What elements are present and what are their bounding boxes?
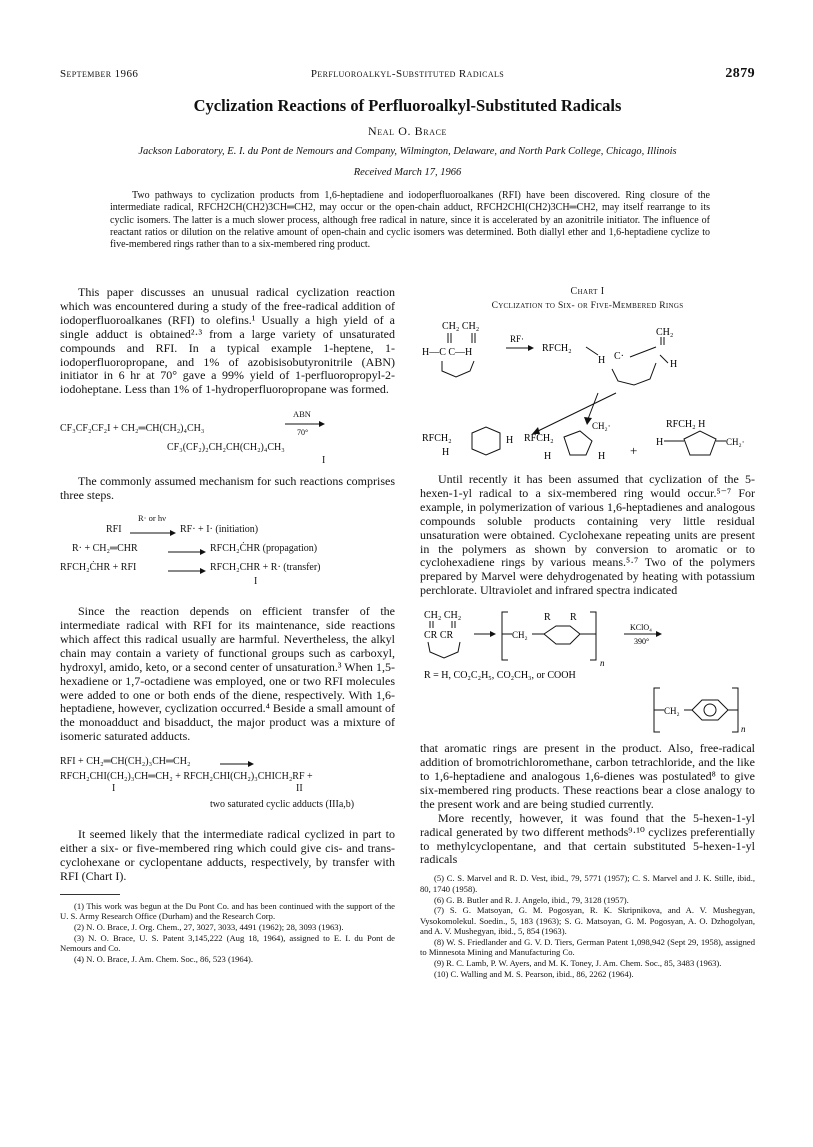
chart-subtitle: Cyclization to Six- or Five-Membered Rings	[491, 301, 684, 311]
footnote: (4) N. O. Brace, J. Am. Chem. Soc., 86, 523 (1964).	[74, 953, 254, 964]
chart-rf-arrow-label: RF·	[510, 334, 525, 344]
chart-plus: +	[630, 443, 638, 458]
product-label-I: I	[112, 783, 116, 795]
mechanism-intro: The commonly assumed mechanism for such reactions comprises three steps.	[60, 474, 395, 503]
article-author: Neal O. Brace	[367, 124, 448, 138]
footnote: (6) G. B. Butler and R. J. Angelo, ibid., 79, 3128 (1957).	[434, 894, 629, 905]
chart-ch2ch2-label: CH₂ CH₂	[442, 321, 480, 332]
poly-r1: R	[544, 612, 551, 624]
footnote: (7) S. G. Matsoyan, G. M. Pogosyan, R. K. Skripnikova, and A. V. Mushegyan, Vysokomolekul. Soedin., 5, 183 (1963); S. G. Matsoyan, G. M. Pogosyan, A. O. Dzhogolyan, and A. V. Mushegyan, ibid., 5, 854 (1963).	[420, 905, 755, 937]
right-column	[420, 286, 755, 979]
recent-findings-paragraph: More recently, however, it was found that the 5-hexen-1-yl radical generated by two different methods⁹·¹⁰ cyclizes preferentially to methylcyclopentane, and that certain substituted 5-hexen-1-yl radicals	[420, 810, 755, 867]
poly-aromatic-ch2: CH₂	[664, 706, 680, 717]
footnote-rule	[60, 894, 120, 895]
article-title: Cyclization Reactions of Perfluoroalkyl-Substituted Radicals	[193, 96, 622, 115]
intermediate-radical	[542, 327, 677, 385]
cyclization-hypothesis-paragraph: It seemed likely that the intermediate radical cyclized in part to either a six- or five-membered ring which could give cis- and trans-cyclohexane or cyclopentane adducts, respectively, by transfer with RFI (Chart I).	[60, 827, 395, 883]
cyclic-adducts-label: two saturated cyclic adducts (IIIa,b)	[210, 799, 355, 811]
cyclopentane-product-2	[656, 419, 745, 455]
poly-r-definition: R = H, CO₂C₂H₅, CO₂CH₃, or COOH	[424, 670, 576, 682]
transfer-rhs: RFCH₂CHR + R· (transfer)	[210, 562, 321, 574]
right-footnotes	[420, 873, 755, 979]
reaction-arrow-icon	[130, 528, 176, 538]
left-footnotes	[60, 901, 395, 965]
footnote: (2) N. O. Brace, J. Org. Chem., 27, 3027, 3033, 4491 (1962); 28, 3093 (1963).	[74, 921, 344, 932]
propagation-lhs: R· + CH₂═CHR	[72, 543, 138, 555]
equation-lhs: CF₃CF₂CF₂I + CH₂═CH(CH₂)₄CH₃	[60, 423, 205, 435]
transfer-iodine-sub: I	[254, 576, 258, 588]
footnote: (3) N. O. Brace, U. S. Patent 3,145,222 (Aug 18, 1964), assigned to E. I. du Pont de Nemours and Co.	[60, 932, 395, 954]
footnote: (9) R. C. Lamb, P. W. Ayers, and M. K. Toney, J. Am. Chem. Soc., 85, 3483 (1963).	[434, 958, 722, 969]
reaction-arrow-icon	[168, 547, 206, 557]
poly-r2: R	[570, 612, 577, 624]
equation-rhs: CF₃(CF₂)₂CH₂CH(CH₂)₄CH₃	[167, 442, 285, 454]
dehydrogenation-step	[624, 623, 662, 646]
poly-crcr: CR CR	[424, 630, 454, 642]
heptadiene-lhs: RFI + CH₂═CH(CH₂)₃CH═CH₂	[60, 756, 191, 768]
equation-heptadiene	[60, 756, 395, 816]
chart-cp2-ch2dot: CH₂·	[726, 437, 745, 447]
author-affiliation: Jackson Laboratory, E. I. du Pont de Nemours and Company, Wilmington, Delaware, and North Park College, Chicago, Illinois	[138, 146, 677, 157]
aromatic-paragraph: that aromatic rings are present in the product. Also, free-radical addition of bromotrichloromethane, carbon tetrachloride, and the like to 1,6-heptadiene and analogous 1,6-dienes was postulated⁸ to give six-membered ring products. These reactions bear a close analogy to the present work and are being studied currently.	[420, 741, 755, 811]
transfer-lhs: RFCH₂ĊHR + RFI	[60, 562, 137, 574]
chart-h-label: H	[670, 359, 678, 370]
equation-temperature: 70°	[297, 428, 309, 438]
chart-product-h: H	[442, 447, 450, 458]
polymer-scheme	[420, 604, 755, 734]
equation-abn-addition	[60, 409, 395, 467]
initiation-lhs: RFI	[106, 524, 122, 536]
history-paragraph: Until recently it has been assumed that cyclization of the 5-hexen-1-yl radical to a six-membered ring would occur.⁵⁻⁷ For example, in polymerization of various 1,6-heptadienes and analogous compounds soluble products containing very little residual unsaturation were obtained. Cyclohexane repeating units are present in the polymers as shown by conversion to aromatic or to cyclohexadiene rings by various means.⁵·⁷ Two of the polymers prepared by Marvel were dehydrogenated by heating with potassium perchlorate. Ultraviolet and infrared spectra indicated	[420, 472, 755, 598]
poly-ch2: CH₂	[512, 630, 528, 641]
chart-cp-h: H	[544, 451, 552, 462]
abstract: Two pathways to cyclization products from 1,6-heptadiene and iodoperfluoroalkanes (RFI) have been discovered. Ring closure of the intermediate radical, RFCH2CH(CH2)3CH═CH2, may occur or the open-chain adduct, RFCH2CHI(CH2)3CH═CH2, may itself rearrange to its cyclic isomers. The latter is a much slower process, although free radical in nature, since it is accelerated by an azonitrile initiator. The influence of reactant ratios or dilution on the relative amount of open-chain and cyclic isomers was determined. Both diallyl ether and 1,6-heptadiene cyclize to five-membered rings rather than to a six-membered ring product.	[110, 190, 710, 251]
chart-product-h2: H	[506, 435, 514, 446]
polymer-repeat-unit	[502, 612, 605, 668]
reaction-arrow-icon	[220, 759, 254, 769]
poly-n: n	[600, 658, 605, 669]
page-number: 2879	[725, 66, 755, 81]
polymer-monomer	[424, 610, 461, 658]
poly-temp: 390°	[634, 637, 650, 647]
running-head-title: Perfluoroalkyl-Substituted Radicals	[310, 68, 505, 80]
received-date: Received March 17, 1966	[353, 167, 462, 178]
running-head	[60, 68, 755, 84]
cyclohexane-product	[422, 427, 513, 458]
chart-title: Chart I	[570, 286, 605, 297]
poly-reagent: KClO₄	[630, 623, 652, 633]
side-reactions-paragraph: Since the reaction depends on efficient transfer of the intermediate radical with RFI for its maintenance, side reactions which affect this radical usually are harmful. Nevertheless, the alkyl chain may contain a variety of functional groups such as carboxyl, hydroxyl, amido, keto, or a second center of unsaturation.³ When 1,5-hexadiene or 1,7-octadiene was employed, one or two RFI molecules were added to one or both ends of the diene, respectively. With 1,6-heptadiene, however, cyclization occurred.⁴ Beside a small amount of the monoadduct and bisadduct, the major product was a mixture of isomeric saturated adducts.	[60, 604, 395, 744]
running-head-date: September 1966	[60, 68, 139, 80]
chart-hc-ch-label: H—C C—H	[422, 347, 473, 358]
intro-paragraph: This paper discusses an unusual radical cyclization reaction which was encountered during a study of the free-radical addition of iodoperfluoroalkanes (RFI) to olefins.¹ Usually a high yield of a single adduct is obtained²·³ from a large variety of unsaturated compounds and RFI. In a typical example 1-heptene, 1-iodoperfluoropropane, and 1% of azobisisobutyronitrile (ABN) initiator in 6 hr at 70° gave a 99% yield of 1-perfluoropropyl-2-iodoheptane. Less than 1% of 1-hydroperfluoropropane was formed.	[60, 285, 395, 397]
heptadiene-products: RFCH₂CHI(CH₂)₃CH═CH₂ + RFCH₂CHI(CH₂)₃CHICH₂RF +	[60, 771, 313, 783]
footnote: (10) C. Walling and M. S. Pearson, ibid., 86, 2262 (1964).	[434, 968, 634, 979]
chart-cp-rfch2: RFCH₂	[524, 433, 554, 444]
chart-rfch2-label: RFCH₂	[542, 343, 572, 354]
poly-ch2ch2: CH₂ CH₂	[424, 610, 462, 622]
equation-catalyst: ABN	[293, 409, 311, 420]
footnote: (8) W. S. Friedlander and G. V. D. Tiers, German Patent 1,098,942 (Sept 29, 1958), assigned to Minnesota Mining and Manufacturing Co.	[420, 936, 755, 958]
footnote: (5) C. S. Marvel and R. D. Vest, ibid., 79, 5771 (1957); C. S. Marvel and J. K. Stille, ibid., 80, 1740 (1958).	[420, 873, 755, 894]
left-column	[60, 286, 395, 964]
radical-addition-step	[506, 334, 534, 351]
open-chain-radical	[422, 321, 479, 377]
chart-cp-h2: H	[598, 451, 606, 462]
mechanism-equations	[60, 513, 395, 595]
chart-cp2-rfch2h: RFCH₂ H	[666, 419, 706, 430]
reaction-arrow-icon	[168, 566, 206, 576]
chart-product-rfch2: RFCH₂	[422, 433, 452, 444]
footnote: (1) This work was begun at the Du Pont Co. and has been continued with the support of the U. S. Army Research Office (Durham) and the Research Corp.	[60, 900, 395, 922]
initiation-rhs: RF· + I· (initiation)	[180, 524, 259, 536]
chart-cp2-h: H	[656, 437, 664, 448]
chart-hc-label: H	[598, 355, 606, 366]
chart-ch2-label: CH₂	[656, 327, 674, 338]
poly-aromatic-n: n	[741, 724, 746, 735]
chart-cp-ch2dot: CH₂·	[592, 421, 611, 431]
cyclopentane-product	[524, 421, 611, 462]
svg-text:C·: C·	[614, 351, 624, 362]
chart-I-scheme	[420, 315, 755, 463]
aromatic-repeat-unit	[654, 688, 746, 734]
initiation-condition: R· or hν	[138, 513, 166, 524]
equation-iodine-sub: I	[322, 455, 326, 467]
propagation-rhs: RFCH₂ĊHR (propagation)	[210, 543, 318, 555]
product-label-II: II	[296, 783, 303, 795]
